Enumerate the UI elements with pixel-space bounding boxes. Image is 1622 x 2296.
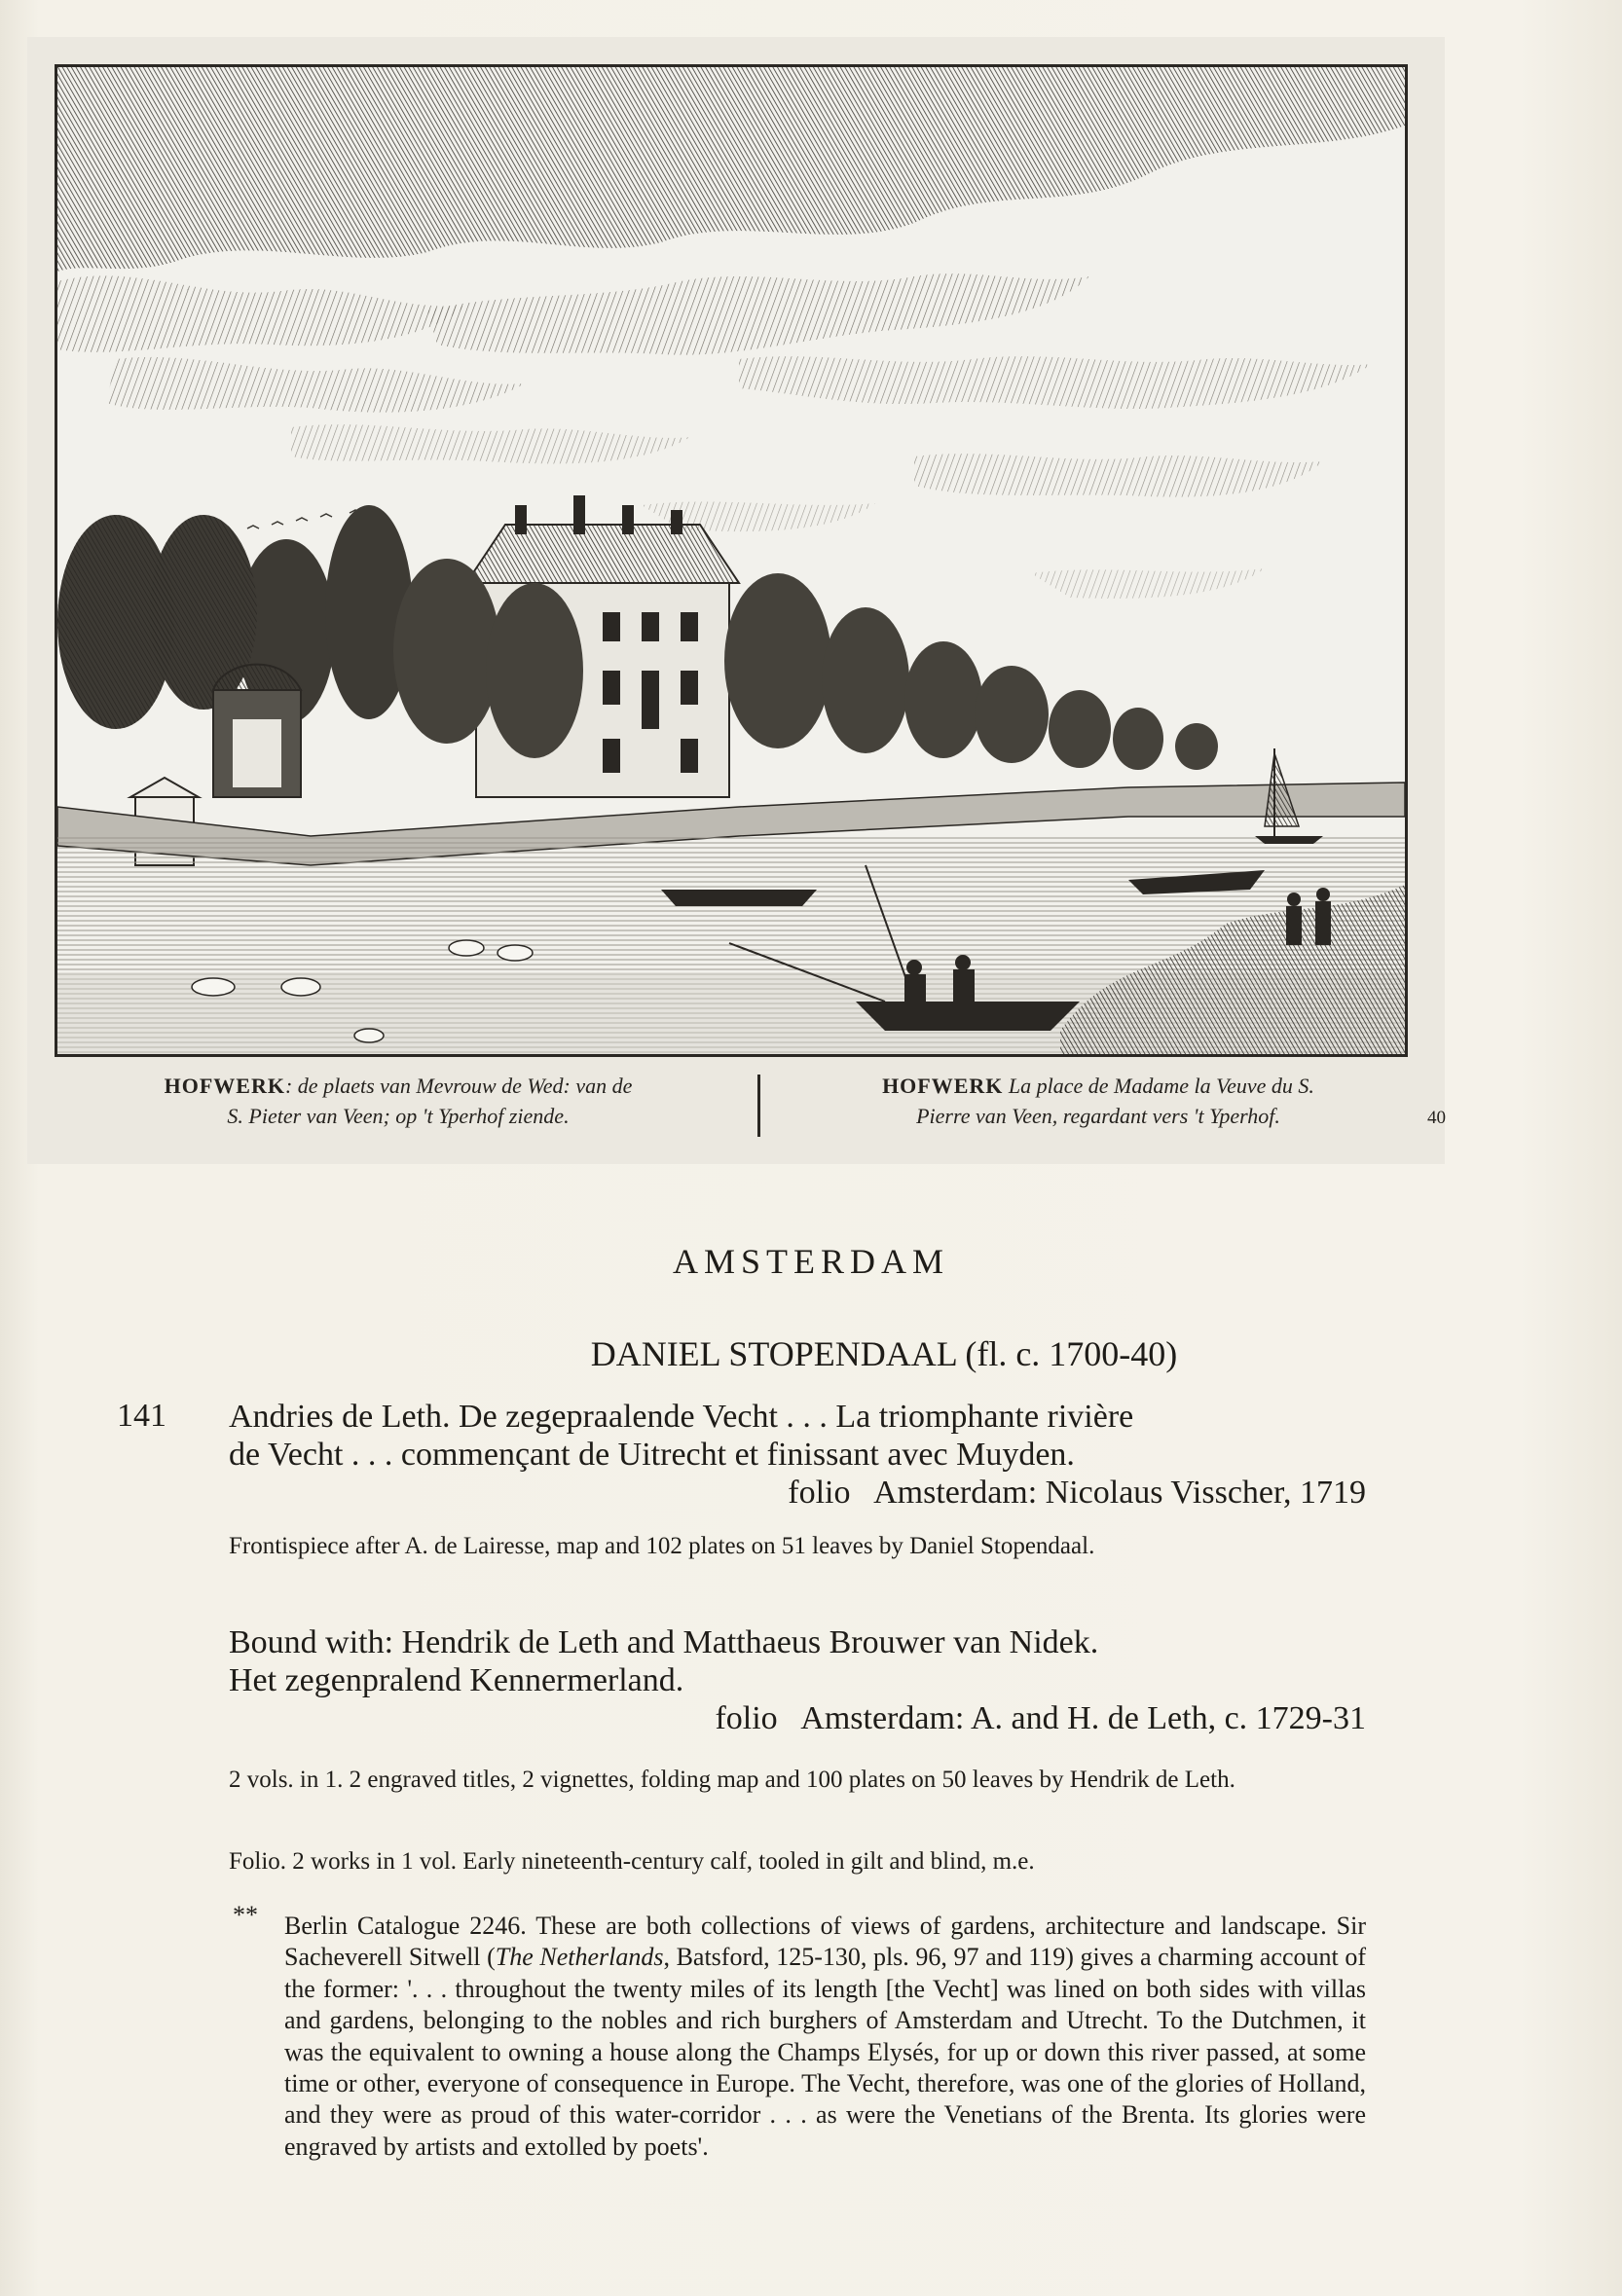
bound-with-imprint: folio Amsterdam: A. and H. de Leth, c. 1729-31 [715,1700,1366,1736]
artist-heading: DANIEL STOPENDAAL (fl. c. 1700-40) [590,1334,1178,1373]
engraving-plate [27,37,1445,1164]
caption-right-lead: HOFWERK [882,1074,1004,1098]
commentary [284,1911,1366,2163]
caption-right-line2: Pierre van Veen, regardant vers 't Yperhof. [916,1104,1280,1128]
bound-with-line-2: Het zegenpralend Kennermerland. [229,1662,684,1698]
bound-with-entry [229,1623,1366,1737]
note-plates: Frontispiece after A. de Lairesse, map and 102 plates on 51 leaves by Daniel Stopendaal. [229,1533,1095,1559]
commentary-book-title: The Netherlands [495,1943,664,1972]
asterisk-mark: ** [233,1901,258,1929]
plate-number: 40 [1427,1108,1446,1128]
bound-with-line-1: Bound with: Hendrik de Leth and Matthaeus Brouwer van Nidek. [229,1624,1099,1660]
note-binding: Folio. 2 works in 1 vol. Early nineteenth-century calf, tooled in gilt and blind, m.e. [229,1848,1035,1875]
commentary-part-1: Berlin Catalogue 2246. These are both collections of views of gardens, architecture and landscape. Sir Sacheverell Sitwell ( [284,1912,1366,1972]
lot-entry-title [229,1398,1366,1512]
lot-number: 141 [117,1398,166,1434]
title-line-2: de Vecht . . . commençant de Uitrecht et finissant avec Muyden. [229,1437,1075,1473]
title-line-1: Andries de Leth. De zegepraalende Vecht . . . La triomphante rivière [229,1399,1134,1435]
engraving-image [55,64,1408,1057]
river-vecht-engraving [57,67,1405,1054]
plate-caption-dutch [62,1071,734,1139]
caption-left-rest: : de plaets van Mevrouw de Wed: van de [284,1074,633,1098]
caption-left-line2: S. Pieter van Veen; op 't Yperhof ziende. [227,1104,570,1128]
plate-caption-french [777,1071,1419,1139]
note-vols: 2 vols. in 1. 2 engraved titles, 2 vignettes, folding map and 100 plates on 50 leaves by Hendrik de Leth. [229,1767,1235,1793]
caption-left-lead: HOFWERK [164,1074,285,1098]
section-title: AMSTERDAM [672,1242,950,1281]
caption-divider [757,1075,760,1137]
commentary-part-2: , Batsford, 125-130, pls. 96, 97 and 119) gives a charming account of the former: '. . . throughout the twenty miles of its length [the Vecht] was lined on both sides with villas and gardens, belonging to the nobles and rich burghers of Amsterdam and Utrecht. To the Dutchmen, it was the equivalent to owning a house along the Champs Elysés, for up or down this river passed, at some time or other, everyone of consequence in Europe. The Vecht, therefore, was one of the glories of Holland, and they were as proud of this water-corridor . . . as were the Venetians of the Brenta. Its glories were engraved by artists and extolled by poets'. [284,1943,1366,2161]
caption-right-rest: La place de Madame la Veuve du S. [1003,1074,1314,1098]
title-imprint: folio Amsterdam: Nicolaus Visscher, 1719 [788,1475,1366,1511]
